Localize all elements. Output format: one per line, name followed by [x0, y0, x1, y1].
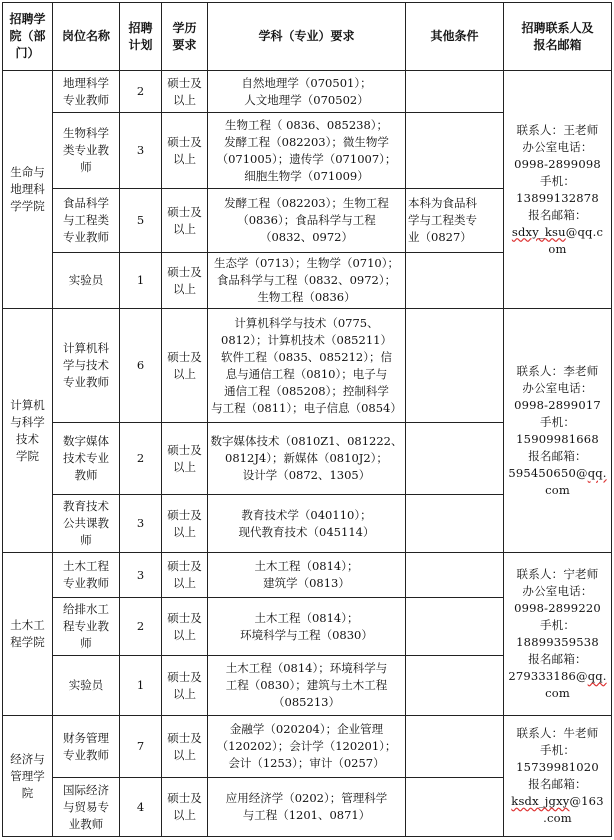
position-cell: 食品科学 与工程类 专业教师: [53, 189, 120, 253]
email-tail: com: [545, 686, 570, 700]
contact-cell: [504, 716, 612, 837]
header-other: 其他条件: [406, 3, 504, 71]
recruitment-table: [2, 2, 612, 837]
count-cell: 6: [120, 309, 162, 423]
header-degree: 学历 要求: [162, 3, 208, 71]
position-cell: 财务管理 专业教师: [53, 716, 120, 778]
count-cell: 1: [120, 656, 162, 716]
position-cell: 国际经济 与贸易专 业教师: [53, 778, 120, 837]
other-cell: [406, 495, 504, 553]
contact-cell: [504, 553, 612, 716]
major-cell: 发酵工程（082203）；生物工程 （0836）；食品科学与工程 （0832、0972）: [208, 189, 406, 253]
college-cell: 计算机 与科学 技术 学院: [3, 309, 53, 553]
major-cell: 土木工程（0814）； 环境科学与工程（0830）: [208, 598, 406, 656]
other-cell: [406, 778, 504, 837]
major-cell: 自然地理学（070501）； 人文地理学（070502）: [208, 71, 406, 113]
degree-cell: 硕士及 以上: [162, 189, 208, 253]
college-cell: 经济与 管理学 院: [3, 716, 53, 837]
email-tail: @163 .com: [543, 794, 604, 825]
degree-cell: 硕士及 以上: [162, 71, 208, 113]
email-tail: @qq.c om: [548, 224, 604, 256]
email-marked: qq.: [587, 465, 607, 480]
position-cell: 数字媒体 技术专业 教师: [53, 423, 120, 495]
major-cell: 生态学（0713）；生物学（0710）； 食品科学与工程（0832、0972）； 生物工程（0836）: [208, 253, 406, 309]
position-cell: 计算机科 学与技术 专业教师: [53, 309, 120, 423]
major-cell: 金融学（020204）；企业管理 （120202）；会计学（120201）； 会计（1253）；审计（0257）: [208, 716, 406, 778]
college-cell: 生命与 地理科 学学院: [3, 71, 53, 309]
other-cell: [406, 309, 504, 423]
count-cell: 5: [120, 189, 162, 253]
position-cell: 给排水工 程专业教 师: [53, 598, 120, 656]
count-cell: 2: [120, 71, 162, 113]
contact-text: 联系人：牛老师 手机： 15739981020 报名邮箱：: [516, 726, 599, 791]
major-cell: 土木工程（0814）； 建筑学（0813）: [208, 553, 406, 598]
other-cell: [406, 423, 504, 495]
degree-cell: 硕士及 以上: [162, 553, 208, 598]
position-cell: 教育技术 公共课教 师: [53, 495, 120, 553]
position-cell: 土木工程 专业教师: [53, 553, 120, 598]
header-count: 招聘 计划: [120, 3, 162, 71]
contact-cell: [504, 71, 612, 309]
college-cell: 土木工 程学院: [3, 553, 53, 716]
count-cell: 2: [120, 598, 162, 656]
contact-text: 联系人：王老师 办公室电话： 0998-2899098 手机： 13899132878 报名邮箱：: [514, 122, 601, 222]
position-cell: 生物科学 类专业教 师: [53, 113, 120, 189]
other-cell: 本科为食品科 学与工程类专 业（0827）: [406, 189, 504, 253]
other-cell: [406, 553, 504, 598]
table-row: [3, 553, 612, 598]
degree-cell: 硕士及 以上: [162, 423, 208, 495]
count-cell: 1: [120, 253, 162, 309]
other-cell: [406, 253, 504, 309]
count-cell: 7: [120, 716, 162, 778]
degree-cell: 硕士及 以上: [162, 656, 208, 716]
other-cell: [406, 71, 504, 113]
email-marked: qq.: [587, 669, 607, 683]
major-cell: 应用经济学（0202）；管理科学 与工程（1201、0871）: [208, 778, 406, 837]
contact-text: 联系人：宁老师 办公室电话： 0998-2899220 手机： 18899359538 报名邮箱： 279333186@: [508, 567, 601, 683]
count-cell: 3: [120, 113, 162, 189]
header-position: 岗位名称: [53, 3, 120, 71]
table-row: [3, 71, 612, 113]
major-cell: 土木工程（0814）；环境科学与 工程（0830）；建筑与土木工程 （085213）: [208, 656, 406, 716]
count-cell: 4: [120, 778, 162, 837]
degree-cell: 硕士及 以上: [162, 495, 208, 553]
contact-cell: [504, 309, 612, 553]
other-cell: [406, 656, 504, 716]
other-cell: [406, 598, 504, 656]
other-cell: [406, 716, 504, 778]
degree-cell: 硕士及 以上: [162, 598, 208, 656]
header-major: 学科（专业）要求: [208, 3, 406, 71]
major-cell: 数字媒体技术（0810Z1、081222、 0812J4）；新媒体（0810J2）； 设计学（0872、1305）: [208, 423, 406, 495]
degree-cell: 硕士及 以上: [162, 113, 208, 189]
contact-text: 联系人：李老师 办公室电话： 0998-2899017 手机： 15909981668 报名邮箱： 595450650@: [508, 363, 601, 480]
position-cell: 实验员: [53, 656, 120, 716]
email-marked: sdxy_ksu: [511, 224, 566, 239]
header-contact: 招聘联系人及 报名邮箱: [504, 3, 612, 71]
degree-cell: 硕士及 以上: [162, 778, 208, 837]
degree-cell: 硕士及 以上: [162, 309, 208, 423]
position-cell: 实验员: [53, 253, 120, 309]
email-tail: com: [545, 482, 570, 497]
table-row: [3, 716, 612, 778]
table-row: [3, 309, 612, 423]
degree-cell: 硕士及 以上: [162, 253, 208, 309]
count-cell: 2: [120, 423, 162, 495]
major-cell: 生物工程（ 0836、085238）； 发酵工程（082203）；微生物学 （071005）；遗传学（071007）； 细胞生物学（071009）: [208, 113, 406, 189]
header-college: 招聘学 院（部 门）: [3, 3, 53, 71]
major-cell: 计算机科学与技术（0775、 0812）；计算机技术（085211） 软件工程（0835、085212）；信 息与通信工程（0810）；电子与 通信工程（085208）；控制科学 与工程（0811）；电子信息（0854）: [208, 309, 406, 423]
email-marked: ksdx_jgxy: [511, 794, 570, 808]
position-cell: 地理科学 专业教师: [53, 71, 120, 113]
count-cell: 3: [120, 495, 162, 553]
degree-cell: 硕士及 以上: [162, 716, 208, 778]
other-cell: [406, 113, 504, 189]
header-row: [3, 3, 612, 71]
count-cell: 3: [120, 553, 162, 598]
major-cell: 教育技术学（040110）； 现代教育技术（045114）: [208, 495, 406, 553]
